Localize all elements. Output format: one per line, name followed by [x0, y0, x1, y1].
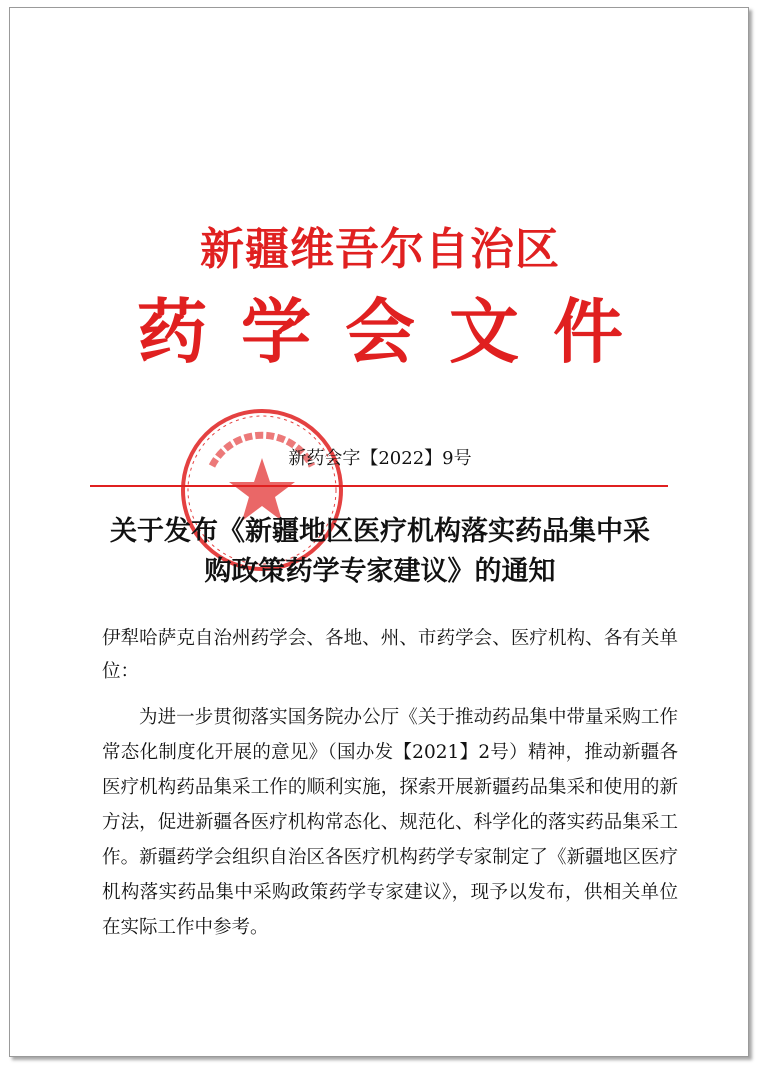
- red-divider: [90, 485, 668, 487]
- document-page: [9, 7, 749, 1057]
- body-paragraph: 为进一步贯彻落实国务院办公厅《关于推动药品集中带量采购工作常态化制度化开展的意见》（国办发【2021】2号）精神，推动新疆各医疗机构药品集采工作的顺利实施，探索开展新疆药品集采和使用的新方法，促进新疆各医疗机构常态化、规范化、科学化的落实药品集采工作。新疆药学会组织自治区各医疗机构药学专家制定了《新疆地区医疗机构落实药品集中采购政策药学专家建议》，现予以发布，供相关单位在实际工作中参考。: [102, 707, 678, 938]
- document-number: 新药会字【2022】9号: [288, 448, 472, 469]
- addressee: 伊犁哈萨克自治州药学会、各地、州、市药学会、医疗机构、各有关单位：: [102, 628, 678, 682]
- issuing-organization: 新疆维吾尔自治区: [200, 224, 560, 275]
- document-type-heading: 药学会文件: [137, 290, 657, 373]
- notice-title-line-2: 购政策药学专家建议》的通知: [204, 556, 556, 587]
- notice-title: [50, 512, 710, 592]
- notice-title-line-1: 关于发布《新疆地区医疗机构落实药品集中采: [110, 516, 650, 547]
